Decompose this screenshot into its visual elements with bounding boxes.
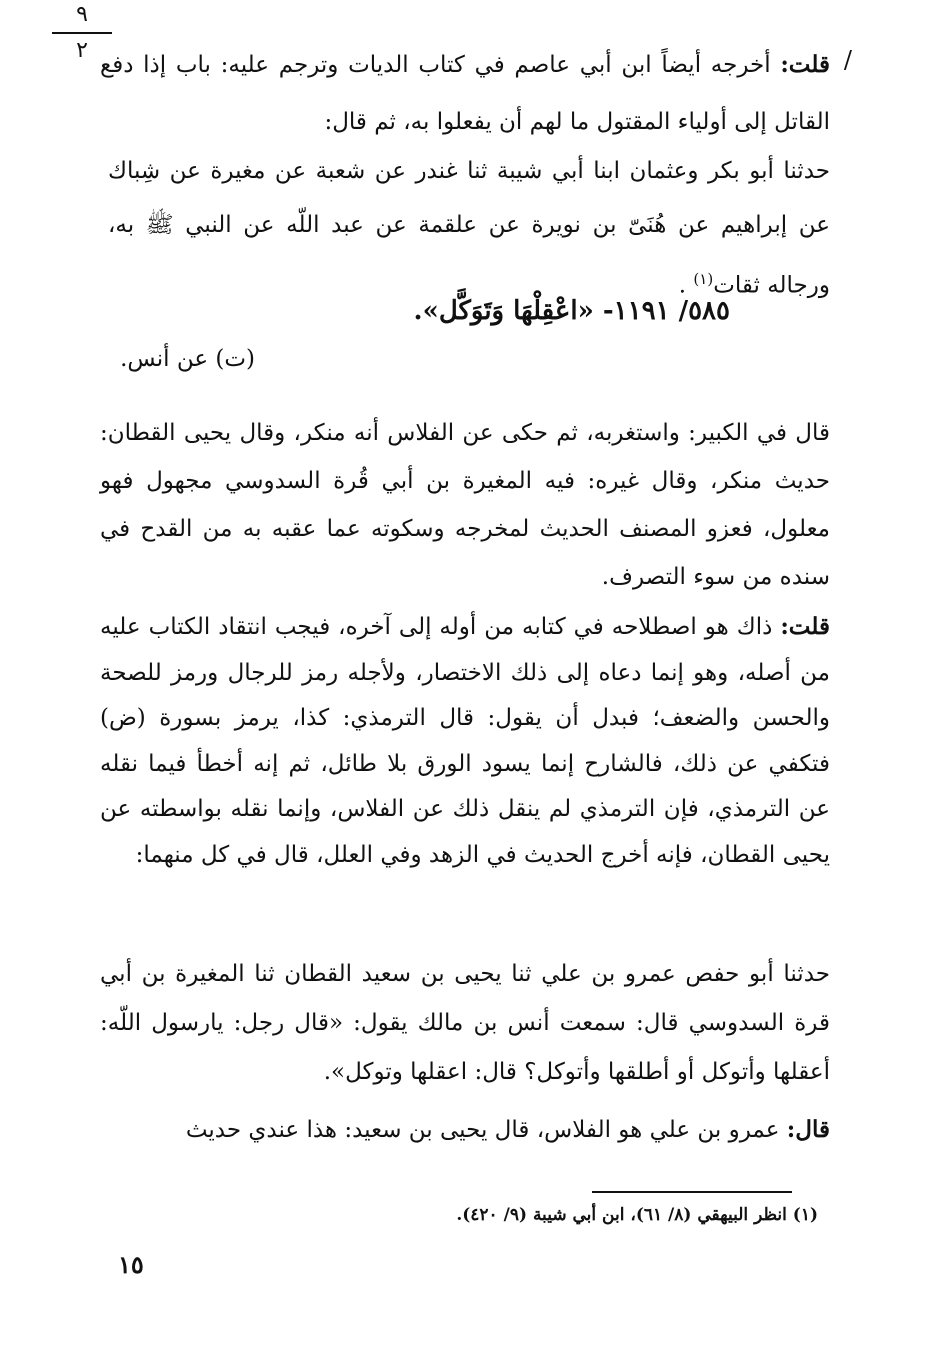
margin-note-top: ٩ [76,2,88,27]
paragraph-4-label: قلت: [780,613,830,640]
footnote-divider [592,1191,792,1193]
paragraph-2 [108,144,830,313]
margin-note-divider [52,32,112,34]
paragraph-4-text: ذاك هو اصطلاحه في كتابه من أوله إلى آخره، فيجب انتقاد الكتاب عليه من أصله، وهو إنما دعاه إلى ذلك الاختصار، ولأجله رمز للرجال ورمز للصحة والحسن والضعف؛ فبدل أن يقول: قال الترمذي: كذا، يرمز بسورة (ض) فتكفي عن ذلك، فالشارح إنما يسود الورق بلا طائل، ثم إنه أخطأ فيما نقله عن الترمذي، فإن الترمذي لم ينقل ذلك عن الفلاس، وإنما نقله بواسطته عن يحيى القطان، فإنه أخرج الحديث في الزهد وفي العلل، قال في كل منهما: [100,614,830,868]
paragraph-4 [100,604,830,878]
paragraph-6-label: قال: [786,1116,830,1143]
paragraph-3 [100,409,830,601]
paragraph-2-end: . [678,272,694,299]
paragraph-1 [100,36,830,151]
hadith-source: (ت) عن أنس. [120,346,255,372]
paragraph-6 [100,1105,830,1155]
paragraph-6-text: عمرو بن علي هو الفلاس، قال يحيى بن سعيد: هذا عندي حديث [185,1117,787,1143]
paragraph-5 [100,950,830,1097]
footnote-marker: (١) [693,270,714,288]
paragraph-5-text: حدثنا أبو حفص عمرو بن علي ثنا يحيى بن سعيد القطان ثنا المغيرة بن أبي قرة السدوسي قال: سمعت أنس بن مالك يقول: «قال رجل: يارسول اللّه: أعقلها وأتوكل أو أطلقها وأتوكل؟ قال: اعقلها وتوكل». [100,961,830,1085]
paragraph-1-label: قلت: [780,51,830,78]
hadith-heading: ٥٨٥/ ١١٩١- «اعْقِلْهَا وَتَوَكَّل». [413,296,730,326]
paragraph-3-text: قال في الكبير: واستغربه، ثم حكى عن الفلاس أنه منكر، وقال يحيى القطان: حديث منكر، وقال غيره: فيه المغيرة بن أبي قُرة السدوسي مجهول فهو معلول، فعزو المصنف الحديث لمخرجه وسكوته عما عقبه به من القدح في سنده من سوء التصرف. [100,420,830,590]
page-break-slash: / [843,46,852,74]
paragraph-1-text: أخرجه أيضاً ابن أبي عاصم في كتاب الديات وترجم عليه: باب إذا دفع القاتل إلى أولياء المقتول ما لهم أن يفعلوا به، ثم قال: [100,52,830,135]
footnote: (١) انظر البيهقي (٨/ ٦١)، ابن أبي شيبة (٩/ ٤٢٠). [456,1205,818,1225]
page-number: ١٥ [118,1250,144,1279]
paragraph-2-text: حدثنا أبو بكر وعثمان ابنا أبي شيبة ثنا غندر عن شعبة عن مغيرة عن شِباك عن إبراهيم عن هُنَىّ بن نويرة عن علقمة عن عبد اللّه عن النبي ﷺ به، ورجاله ثقات [108,158,830,299]
margin-note-bottom: ٢ [76,38,88,63]
